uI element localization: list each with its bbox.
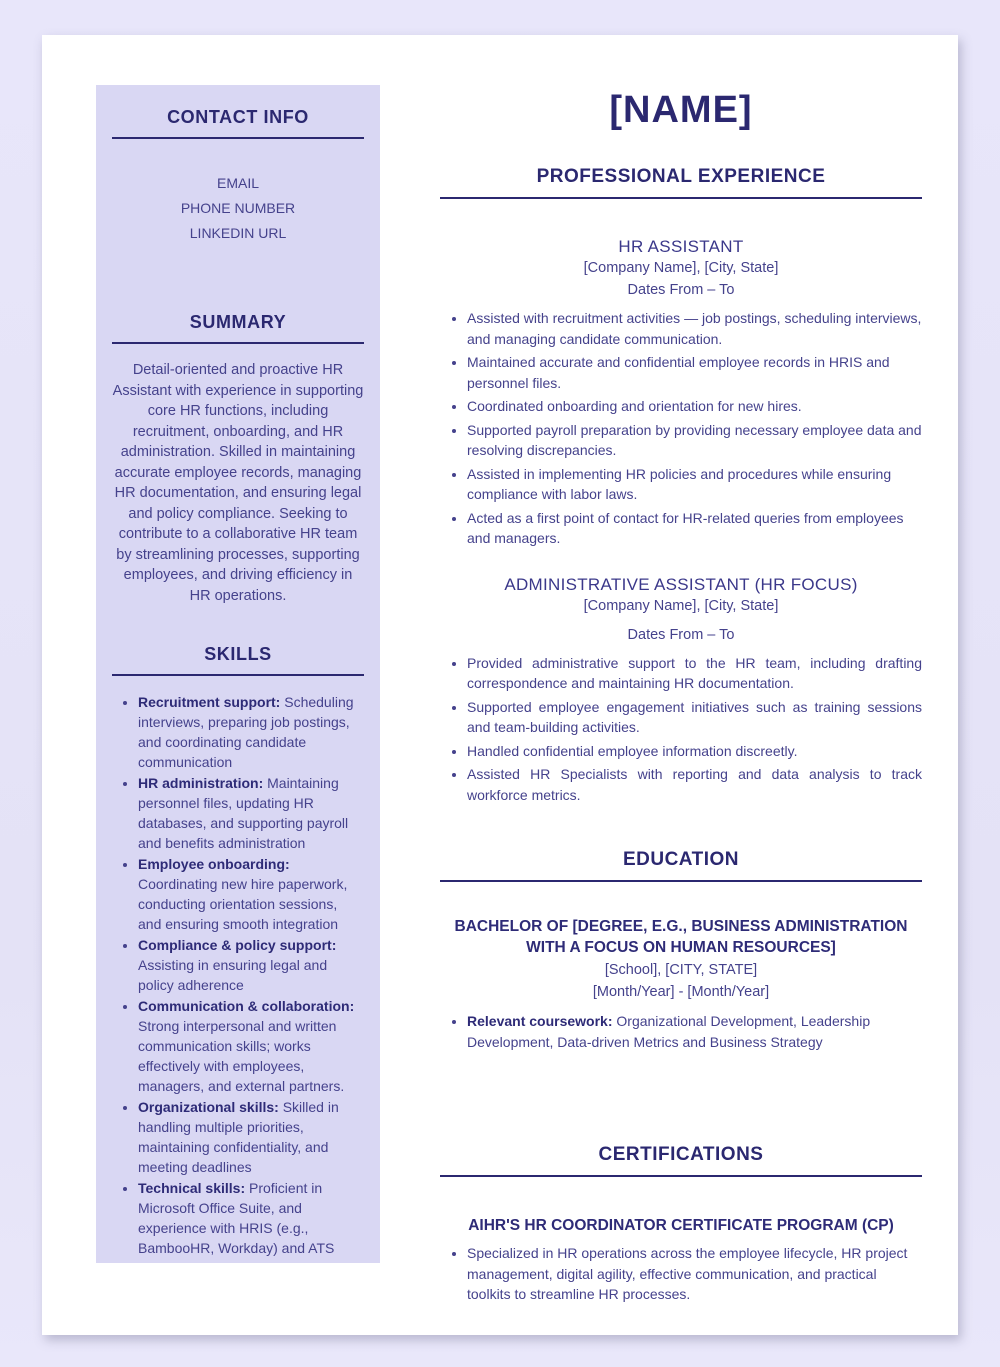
certification-bullet-list [440,1243,922,1305]
certification-name: AIHR'S HR COORDINATOR CERTIFICATE PROGRAM (CP) [468,1217,894,1234]
skill-text: Strong interpersonal and written communication skills; works effectively with employees, managers, and external partners. [138,1018,345,1094]
job-bullet: • Acted as a first point of contact for HR-related queries from employees and managers. [467,508,922,549]
contact-phone: PHONE NUMBER [180,200,296,216]
skill-item [138,935,364,995]
skill-label: Organizational skills: [138,1099,279,1115]
job-bullet: • Assisted with recruitment activities — job postings, scheduling interviews, and managing candidate communication. [467,308,922,349]
skill-item [138,996,364,1096]
divider [112,137,364,139]
job-entry [440,237,922,549]
job-bullet: • Maintained accurate and confidential employee records in HRIS and personnel files. [467,352,922,393]
skill-item [138,1097,364,1177]
skill-text: Proficient in Microsoft Office Suite, and experience with HRIS (e.g., BambooHR, Workday) and ATS [138,1180,335,1256]
skills-section-title: SKILLS [204,644,272,664]
contact-email: EMAIL [216,175,259,191]
skill-item [138,854,364,934]
job-dates: Dates From – To [627,626,735,643]
skill-item [138,773,364,853]
job-role: HR ASSISTANT [618,237,744,256]
job-bullet: • Supported employee engagement initiatives such as training sessions and team-building activities. [467,697,922,738]
divider [440,1175,922,1177]
skills-section [112,644,364,1258]
skill-label: HR administration: [138,775,264,791]
summary-text: Detail-oriented and proactive HR Assistant with experience in supporting core HR functions, including recruitment, onboarding, and HR administration. Skilled in maintaining accurate employee records, managing HR documentation, and ensuring legal and policy compliance. Seeking to contribute to a collaborative HR team by streamlining processes, supporting employees, and driving efficiency in HR operations. [112,362,364,604]
skill-text: Assisting in ensuring legal and policy adherence [138,957,328,993]
coursework-label: Relevant coursework: [467,1013,613,1029]
certification-bullet: • Specialized in HR operations across the employee lifecycle, HR project management, digital agility, effective communication, and practical toolkits to streamline HR processes. [467,1243,922,1305]
education-section-title: EDUCATION [622,849,740,870]
certifications-section [440,1144,922,1177]
job-bullet-list [440,653,922,806]
job-bullet: • Handled confidential employee information discreetly. [467,741,922,762]
job-bullet: • Coordinated onboarding and orientation for new hires. [467,396,922,417]
summary-section-title: SUMMARY [189,312,287,332]
job-bullet: • Assisted HR Specialists with reporting and data analysis to track workforce metrics. [467,764,922,805]
education-bullet [467,1011,922,1052]
education-dates: [Month/Year] - [Month/Year] [592,984,770,1000]
job-bullet-list [440,308,922,549]
skill-item [138,1178,364,1258]
divider [440,197,922,199]
divider [112,674,364,676]
education-school: [School], [CITY, STATE] [604,962,758,978]
job-entry [440,575,922,806]
contact-section [112,107,364,246]
certification-entry [440,1217,922,1305]
contact-linkedin: LINKEDIN URL [189,225,287,241]
job-bullet: • Provided administrative support to the HR team, including drafting correspondence and maintaining HR documentation. [467,653,922,694]
skill-label: Employee onboarding: [138,856,290,872]
experience-section-title: PROFESSIONAL EXPERIENCE [536,166,826,187]
job-role: ADMINISTRATIVE ASSISTANT (HR FOCUS) [504,574,858,594]
job-dates: Dates From – To [627,282,735,298]
skill-label: Technical skills: [138,1180,246,1196]
job-company: [Company Name], [City, State] [583,260,779,276]
education-degree: BACHELOR OF [DEGREE, E.G., BUSINESS ADMINISTRATION WITH A FOCUS ON HUMAN RESOURCES] [454,918,908,956]
education-bullet-list [440,1011,922,1052]
job-bullet: • Assisted in implementing HR policies and procedures while ensuring compliance with labor laws. [467,464,922,505]
divider [112,342,364,344]
skill-label: Communication & collaboration: [138,998,355,1014]
job-company: [Company Name], [City, State] [583,597,779,614]
education-section [440,849,922,882]
skill-label: Compliance & policy support: [138,937,337,953]
contact-list [112,171,364,246]
skill-text: Skilled in handling multiple priorities, maintaining confidentiality, and meeting deadlines [138,1099,339,1175]
summary-section [112,312,364,606]
skill-text: Maintaining personnel files, updating HR databases, and supporting payroll and benefits administration [138,775,349,851]
skill-item [138,692,364,772]
skill-text: Coordinating new hire paperwork, conducting orientation sessions, and ensuring smooth integration [138,876,348,932]
resume-page [42,35,958,1335]
skill-label: Recruitment support: [138,694,281,710]
candidate-name: [NAME] [609,89,753,131]
skills-list [112,692,364,1258]
sidebar [96,85,380,1263]
divider [440,880,922,882]
skill-text: Scheduling interviews, preparing job postings, and coordinating candidate communication [138,694,354,770]
education-entry [440,916,922,1052]
job-bullet: • Supported payroll preparation by providing necessary employee data and resolving discrepancies. [467,420,922,461]
coursework-text: Organizational Development, Leadership Development, Data-driven Metrics and Business Strategy [467,1013,871,1050]
main-column [440,85,922,1308]
contact-section-title: CONTACT INFO [167,107,309,127]
experience-section [440,166,922,199]
certifications-section-title: CERTIFICATIONS [598,1144,764,1165]
